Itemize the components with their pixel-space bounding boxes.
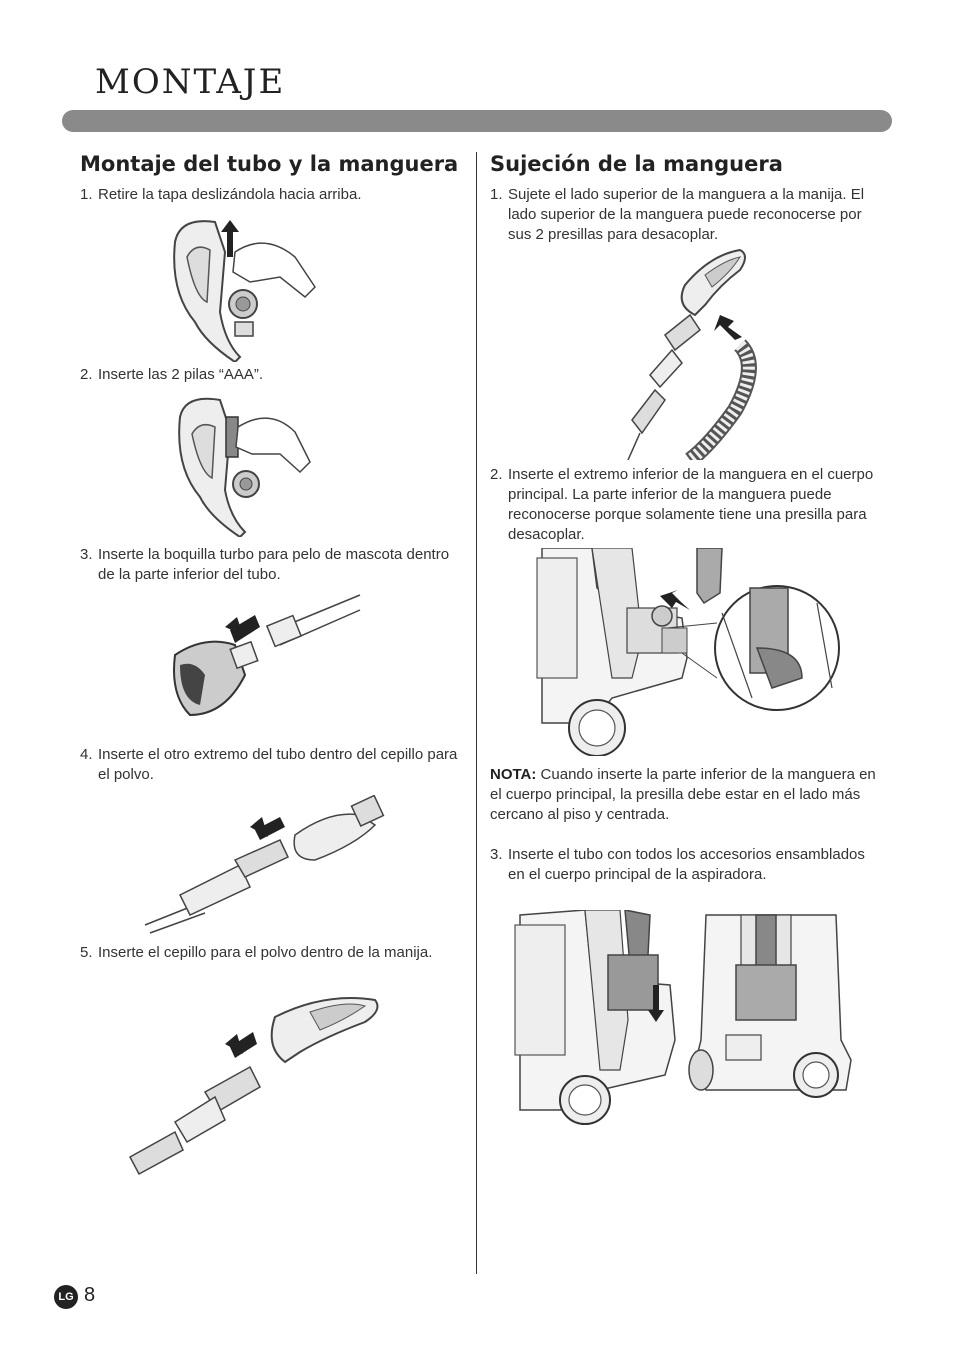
lg-logo: LG [54,1285,78,1309]
left-step-1 [80,185,465,205]
figure-insert-batteries [170,392,330,537]
figure-tube-to-body-rear [686,910,858,1110]
left-step-5 [80,943,465,963]
step-text: Inserte la boquilla turbo para pelo de mascota dentro de la parte inferior del tubo. [98,546,450,583]
figure-remove-cover [165,212,325,362]
left-section-heading: Montaje del tubo y la manguera [80,152,459,176]
left-step-4 [80,745,465,785]
figure-hose-to-handle [610,245,780,460]
left-step-3 [80,545,465,585]
figure-hose-to-body [532,548,844,756]
step-text: Inserte el extremo inferior de la manguera en el cuerpo principal. La parte inferior de la manguera puede reconocerse porque solamente tiene una presilla para desacoplar. [508,466,874,543]
step-number: 3. [490,846,503,863]
figure-brush-handle [125,992,385,1177]
step-text: Inserte las 2 pilas “AAA”. [98,366,264,383]
step-number: 2. [490,466,503,483]
step-text: Retire la tapa deslizándola hacia arriba. [98,186,362,203]
step-text: Inserte el tubo con todos los accesorios ensamblados en el cuerpo principal de la aspiradora. [508,846,865,883]
right-step-1 [490,185,880,245]
step-number: 5. [80,944,93,961]
page-title: MONTAJE [95,62,286,102]
step-number: 1. [80,186,93,203]
left-step-2 [80,365,465,385]
step-text: Sujete el lado superior de la manguera a la manija. El lado superior de la manguera puede reconocerse por sus 2 presillas para desacoplar. [508,186,865,243]
page-number: 8 [84,1284,96,1306]
step-text: Inserte el otro extremo del tubo dentro del cepillo para el polvo. [98,746,458,783]
title-bar [62,110,892,132]
step-text: Inserte el cepillo para el polvo dentro de la manija. [98,944,433,961]
note-text: Cuando inserte la parte inferior de la manguera en el cuerpo principal, la presilla debe estar en el lado más cercano al piso y centrada. [490,766,876,823]
step-number: 1. [490,186,503,203]
figure-dust-brush-tube [140,795,390,935]
right-step-3 [490,845,880,885]
step-number: 3. [80,546,93,563]
step-number: 4. [80,746,93,763]
column-divider [476,152,477,1274]
step-number: 2. [80,366,93,383]
figure-tube-to-body-side [510,910,685,1125]
note-label: NOTA: [490,766,537,783]
note [490,765,880,825]
right-section-heading: Sujeción de la manguera [490,152,783,176]
figure-turbo-nozzle [165,585,365,725]
right-step-2 [490,465,880,545]
